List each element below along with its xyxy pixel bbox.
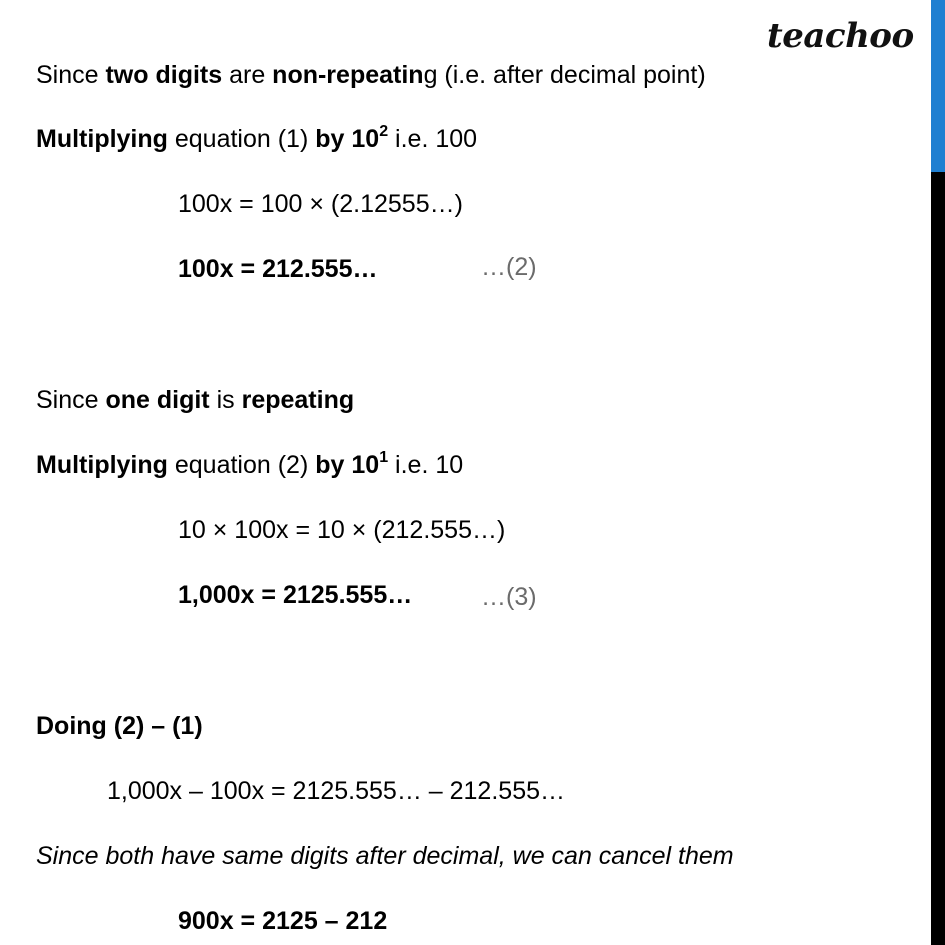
equation-number-3: …(3) bbox=[481, 583, 537, 611]
emphasis-text: two digits bbox=[105, 61, 223, 89]
text-segment: Since bbox=[36, 61, 106, 89]
line-cancel-note: Since both have same digits after decimal, we can cancel them bbox=[36, 842, 734, 870]
equation-number-2: …(2) bbox=[481, 253, 537, 281]
text-segment: i.e. 10 bbox=[388, 451, 464, 479]
text-segment: g (i.e. after decimal point) bbox=[423, 61, 706, 89]
emphasis-text: Multiplying bbox=[36, 451, 168, 479]
text-segment: are bbox=[222, 61, 273, 89]
text-segment: is bbox=[209, 386, 242, 414]
line-multiply-by-100 bbox=[36, 124, 477, 154]
line-one-digit-repeating bbox=[36, 385, 354, 415]
emphasis-text: one digit bbox=[105, 386, 210, 414]
line-subtraction-expression: 1,000x – 100x = 2125.555… – 212.555… bbox=[107, 777, 565, 805]
exponent: 1 bbox=[379, 448, 389, 466]
text-segment: equation (1) bbox=[167, 125, 316, 153]
line-900x-result: 900x = 2125 – 212 bbox=[178, 907, 388, 935]
text-segment: equation (2) bbox=[167, 451, 316, 479]
slide-progress-indicator bbox=[931, 0, 945, 172]
line-100x-expansion: 100x = 100 × (2.12555…) bbox=[178, 190, 463, 218]
line-multiply-by-10 bbox=[36, 450, 463, 480]
emphasis-text: repeating bbox=[241, 386, 355, 414]
emphasis-text: by 10 bbox=[315, 125, 380, 153]
emphasis-text: Multiplying bbox=[36, 125, 168, 153]
teachoo-logo: teachoo bbox=[767, 16, 914, 56]
line-doing-subtraction: Doing (2) – (1) bbox=[36, 712, 203, 740]
text-segment: i.e. 100 bbox=[388, 125, 478, 153]
equation-3: 1,000x = 2125.555… bbox=[178, 581, 413, 609]
emphasis-text: by 10 bbox=[315, 451, 380, 479]
emphasis-text: non-repeatin bbox=[272, 61, 424, 89]
exponent: 2 bbox=[379, 122, 389, 140]
text-segment: Since bbox=[36, 386, 106, 414]
line-10x-expansion: 10 × 100x = 10 × (212.555…) bbox=[178, 516, 506, 544]
equation-2: 100x = 212.555… bbox=[178, 255, 378, 283]
line-two-digits-non-repeating bbox=[36, 60, 706, 90]
